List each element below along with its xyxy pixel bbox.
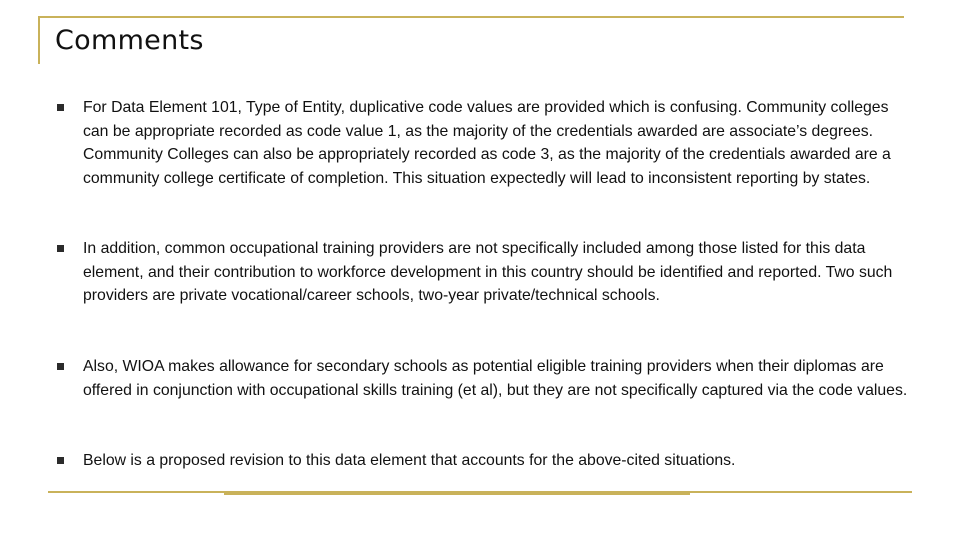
left-border-line [38,16,40,64]
bullet-text-4: Below is a proposed revision to this data element that accounts for the above-cited situations. [83,452,736,469]
bullet-marker-1 [57,104,64,111]
bullet-text-1: For Data Element 101, Type of Entity, duplicative code values are provided which is confusing. Community colleges can be appropriate recorded as code value 1, as the majority of the credentials awarded are associate’s degrees. Community Colleges can also be appropriately recorded as code 3, as the majority of the credentials awarded are a community college certificate of completion. This situation expectedly will lead to inconsistent reporting by states. [83,99,891,187]
bullet-marker-2 [57,245,64,252]
bottom-accent-line [224,492,690,495]
slide-title: Comments [55,25,204,56]
bullet-text-2: In addition, common occupational training providers are not specifically included among those listed for this data element, and their contribution to workforce development in this country should be identified and reported. Two such providers are private vocational/career schools, two-year private/technical schools. [83,240,893,304]
bullet-marker-4 [57,457,64,464]
bullet-marker-3 [57,363,64,370]
bullet-text-3: Also, WIOA makes allowance for secondary schools as potential eligible training providers when their diplomas are offered in conjunction with occupational skills training (et al), but they are not specifically captured via the code values. [83,358,908,399]
top-border-line [38,16,904,18]
